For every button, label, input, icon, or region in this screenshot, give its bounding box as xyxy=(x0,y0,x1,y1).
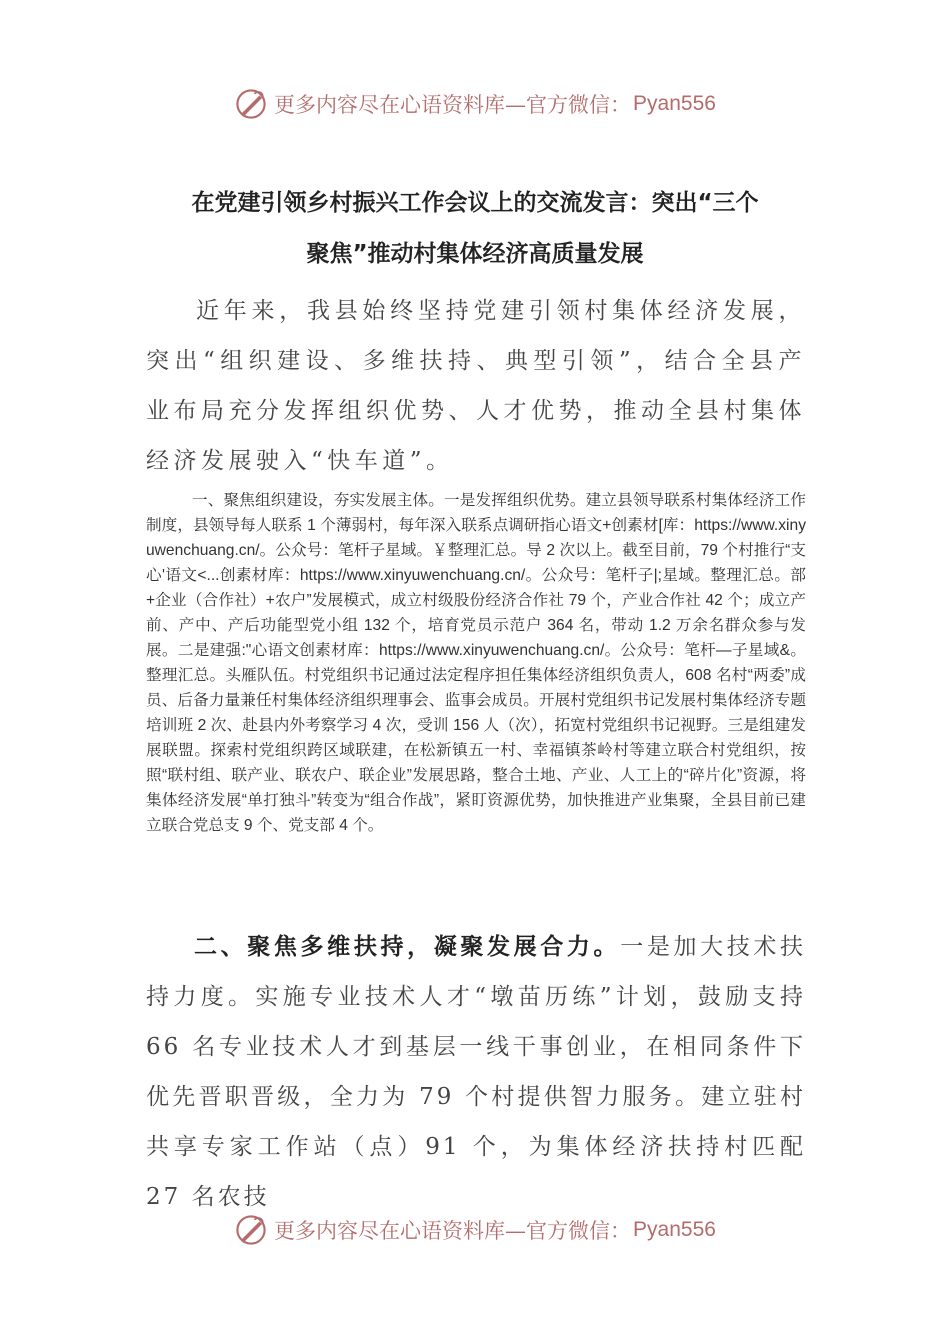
section-1-paragraph: 一、聚焦组织建设，夯实发展主体。一是发挥组织优势。建立县领导联系村集体经济工作制度，县领导每人联系 1 个薄弱村，每年深入联系点调研指心语文+创素材[库：https://www.xinyuwenchuang.cn/。公众号：笔杆子星域。￥整理汇总。导 2 次以上。截至目前，79 个村推行“支心'语文<...创素材库：https://www.xinyuwenchuang.cn/。公众号：笔杆子|;星域。整理汇总。部+企业（合作社）+农户”发展模式，成立村级股份经济合作社 79 个，产业合作社 42 个；成立产前、产中、产后功能型党小组 132 个，培育党员示范户 364 名，带动 1.2 万余名群众参与发展。二是建强:"心语文创素材库：https://www.xinyuwenchuang.cn/。公众号：笔杆—子星域&。整理汇总。头雁队伍。村党组织书记通过法定程序担任集体经济组织负责人，608 名村“两委”成员、后备力量兼任村集体经济组织理事会、监事会成员。开展村党组织书记发展村集体经济专题培训班 2 次、赴县内外考察学习 4 次，受训 156 人（次），拓宽村党组织书记视野。三是组建发展联盟。探索村党组织跨区域联建，在松新镇五一村、幸福镇茶岭村等建立联合村党组织，按照“联村组、联产业、联农户、联企业”发展思路，整合土地、产业、人工上的“碎片化”资源，将集体经济发展“单打独斗”转变为“组合作战”，紧盯资源优势，加快推进产业集聚，全县目前已建立联合党总支 9 个、党支部 4 个。 xyxy=(146,492,806,834)
section-2-heading: 二、聚焦多维扶持，凝聚发展合力。 xyxy=(194,934,621,960)
watermark-wechat-id: Pyan556 xyxy=(633,92,716,115)
footer-watermark xyxy=(0,1210,950,1250)
title-line-1: 在党建引领乡村振兴工作会议上的交流发言：突出“三个 xyxy=(191,190,759,216)
header-watermark xyxy=(0,84,950,124)
watermark-wechat-id: Pyan556 xyxy=(633,1218,716,1241)
pen-logo-icon xyxy=(234,1213,268,1247)
pen-logo-icon xyxy=(234,87,268,121)
watermark-text: 更多内容尽在心语资料库—官方微信： xyxy=(274,93,632,117)
document-title xyxy=(140,178,810,280)
title-line-2: 聚焦”推动村集体经济高质量发展 xyxy=(306,241,644,267)
section-2-body: 一是加大技术扶持力度。实施专业技术人才“墩苗历练”计划，鼓励支持 66 名专业技术人才到基层一线干事创业，在相同条件下优先晋职晋级，全力为 79 个村提供智力服务。建立驻村共享专家工作站（点）91 个，为集体经济扶持村匹配 27 名农技 xyxy=(146,934,807,1210)
intro-paragraph: 近年来，我县始终坚持党建引领村集体经济发展，突出“组织建设、多维扶持、典型引领”，结合全县产业布局充分发挥组织优势、人才优势，推动全县村集体经济发展驶入“快车道”。 xyxy=(146,298,806,474)
watermark-text: 更多内容尽在心语资料库—官方微信： xyxy=(274,1219,632,1243)
section-2-paragraph xyxy=(146,922,806,1222)
